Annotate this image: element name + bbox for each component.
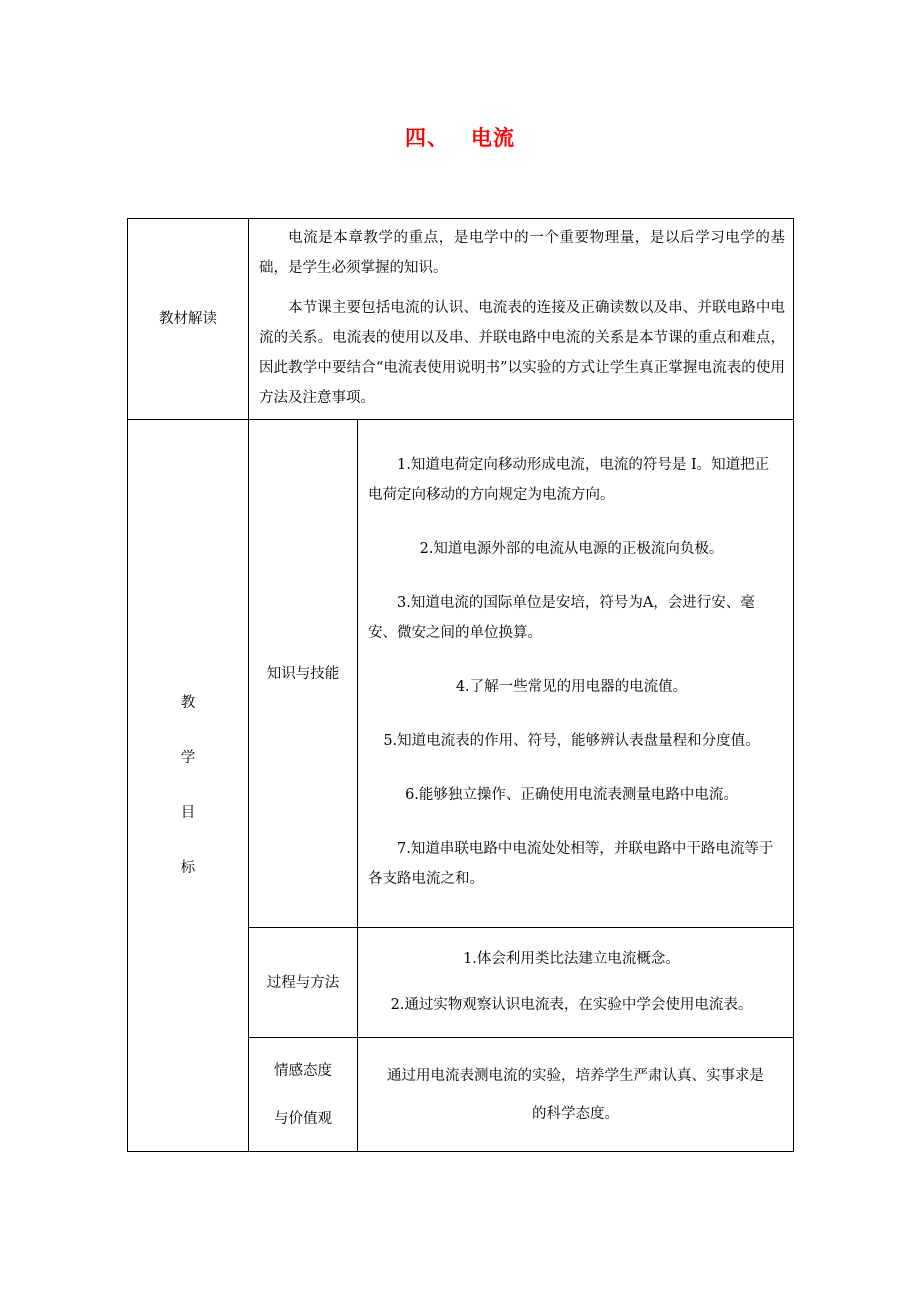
process-item: 2.通过实物观察认识电流表，在实验中学会使用电流表。: [390, 996, 753, 1013]
title-text: 电流: [471, 126, 515, 150]
goals-label-char: 目: [180, 804, 196, 821]
knowledge-content-cell: [358, 420, 794, 928]
process-content-cell: [358, 928, 794, 1038]
knowledge-item: 5.知道电流表的作用、符号，能够辨认表盘量程和分度值。: [383, 732, 760, 749]
lesson-plan-table: [127, 218, 794, 1152]
material-label: 教材解读: [159, 311, 217, 327]
emotion-label-line2: 与价值观: [274, 1110, 332, 1127]
page-title: [0, 122, 920, 152]
material-row: [128, 219, 794, 420]
process-label-cell: [249, 928, 358, 1038]
goals-label-char: 教: [180, 694, 196, 711]
emotion-label-line1: 情感态度: [274, 1062, 332, 1079]
knowledge-item: 4.了解一些常见的用电器的电流值。: [455, 678, 688, 695]
goals-label-cell: [128, 420, 249, 1152]
material-label-cell: [128, 219, 249, 420]
material-content-cell: [249, 219, 794, 420]
material-paragraph-2: 本节课主要包括电流的认识、电流表的连接及正确读数以及串、并联电路中电流的关系。电流表的使用以及串、并联电路中电流的关系是本节课的重点和难点，因此教学中要结合“电流表使用说明书”以实验的方式让学生真正掌握电流表的使用方法及注意事项。: [259, 300, 786, 406]
emotion-content-cell: [358, 1038, 794, 1152]
knowledge-item: 7.知道串联电路中电流处处相等，并联电路中干路电流等于各支路电流之和。: [368, 840, 774, 887]
title-number: 四、: [405, 126, 449, 150]
knowledge-label: 知识与技能: [266, 665, 340, 682]
goals-label-char: 学: [180, 749, 196, 766]
knowledge-item: 3.知道电流的国际单位是安培，符号为A，会进行安、毫安、微安之间的单位换算。: [368, 594, 755, 641]
knowledge-row: [128, 420, 794, 928]
knowledge-item: 2.知道电源外部的电流从电源的正极流向负极。: [419, 540, 724, 557]
knowledge-label-cell: [249, 420, 358, 928]
knowledge-item: 1.知道电荷定向移动形成电流，电流的符号是 I。知道把正电荷定向移动的方向规定为电流方向。: [368, 456, 770, 503]
process-item: 1.体会利用类比法建立电流概念。: [463, 950, 680, 967]
emotion-text-line2: 的科学态度。: [532, 1105, 619, 1122]
process-label: 过程与方法: [266, 974, 340, 991]
emotion-text-line1: 通过用电流表测电流的实验，培养学生严肃认真、实事求是: [387, 1067, 764, 1084]
knowledge-item: 6.能够独立操作、正确使用电流表测量电路中电流。: [405, 786, 738, 803]
goals-label-char: 标: [180, 859, 196, 876]
emotion-label-cell: [249, 1038, 358, 1152]
material-paragraph-1: 电流是本章教学的重点，是电学中的一个重要物理量，是以后学习电学的基础，是学生必须掌握的知识。: [259, 230, 786, 276]
